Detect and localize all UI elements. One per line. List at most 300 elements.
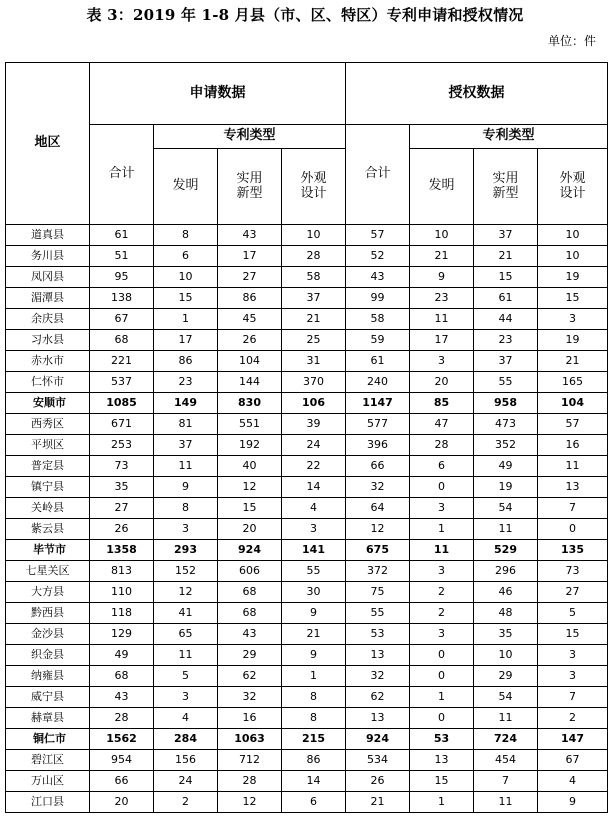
grant-invention-cell: 28: [410, 435, 474, 456]
grant-total-header: 合计: [346, 125, 410, 225]
grant-design-cell: 15: [538, 624, 608, 645]
region-cell: 纳雍县: [6, 666, 90, 687]
application-invention-cell: 12: [154, 582, 218, 603]
design-line1: 外观: [300, 170, 327, 186]
grant-design-cell: 3: [538, 309, 608, 330]
grant-utility-cell: 958: [474, 393, 538, 414]
utility-line2: 新型: [236, 185, 263, 201]
grant-design-header: [538, 149, 608, 225]
grant-utility-cell: 61: [474, 288, 538, 309]
region-cell: 黔西县: [6, 603, 90, 624]
application-total-cell: 537: [90, 372, 154, 393]
application-invention-cell: 41: [154, 603, 218, 624]
application-total-cell: 67: [90, 309, 154, 330]
table-row: [6, 771, 608, 792]
region-cell: 普定县: [6, 456, 90, 477]
application-design-cell: 9: [282, 603, 346, 624]
grant-utility-cell: 11: [474, 708, 538, 729]
application-invention-cell: 37: [154, 435, 218, 456]
application-utility-cell: 830: [218, 393, 282, 414]
application-design-cell: 106: [282, 393, 346, 414]
table-row: [6, 645, 608, 666]
application-design-cell: 31: [282, 351, 346, 372]
table-row: [6, 792, 608, 813]
grant-total-cell: 52: [346, 246, 410, 267]
grant-utility-cell: 35: [474, 624, 538, 645]
grant-invention-cell: 6: [410, 456, 474, 477]
region-cell: 紫云县: [6, 519, 90, 540]
grant-total-cell: 21: [346, 792, 410, 813]
grant-invention-cell: 1: [410, 687, 474, 708]
table-row: [6, 687, 608, 708]
application-total-cell: 49: [90, 645, 154, 666]
region-cell: 仁怀市: [6, 372, 90, 393]
grant-total-cell: 53: [346, 624, 410, 645]
application-utility-cell: 104: [218, 351, 282, 372]
table-row: [6, 414, 608, 435]
grant-invention-cell: 3: [410, 351, 474, 372]
table-row: [6, 666, 608, 687]
application-invention-cell: 1: [154, 309, 218, 330]
grant-invention-cell: 9: [410, 267, 474, 288]
table-row: [6, 225, 608, 246]
grant-total-cell: 534: [346, 750, 410, 771]
grant-invention-cell: 3: [410, 561, 474, 582]
application-design-cell: 24: [282, 435, 346, 456]
grant-design-cell: 3: [538, 666, 608, 687]
grant-invention-cell: 1: [410, 792, 474, 813]
application-design-cell: 37: [282, 288, 346, 309]
application-total-cell: 221: [90, 351, 154, 372]
application-design-cell: 21: [282, 309, 346, 330]
grant-total-cell: 13: [346, 645, 410, 666]
application-utility-cell: 43: [218, 624, 282, 645]
grant-utility-cell: 473: [474, 414, 538, 435]
application-design-cell: 4: [282, 498, 346, 519]
table-title: 表 3：2019 年 1-8 月县（市、区、特区）专利申请和授权情况: [86, 6, 524, 24]
grant-invention-cell: 2: [410, 582, 474, 603]
design-line2: 设计: [559, 185, 586, 201]
grant-total-cell: 62: [346, 687, 410, 708]
grant-total-cell: 13: [346, 708, 410, 729]
grant-utility-cell: 55: [474, 372, 538, 393]
grant-patent-type-header: 专利类型: [410, 125, 608, 149]
application-invention-cell: 8: [154, 498, 218, 519]
grant-total-cell: 75: [346, 582, 410, 603]
region-cell: 镇宁县: [6, 477, 90, 498]
application-utility-cell: 12: [218, 792, 282, 813]
grant-utility-cell: 7: [474, 771, 538, 792]
application-utility-cell: 68: [218, 603, 282, 624]
application-design-cell: 58: [282, 267, 346, 288]
application-total-cell: 43: [90, 687, 154, 708]
grant-total-cell: 396: [346, 435, 410, 456]
table-header: [6, 63, 608, 225]
application-total-cell: 66: [90, 771, 154, 792]
grant-utility-cell: 37: [474, 225, 538, 246]
grant-total-cell: 240: [346, 372, 410, 393]
grant-utility-header: [474, 149, 538, 225]
grant-utility-cell: 37: [474, 351, 538, 372]
application-invention-cell: 81: [154, 414, 218, 435]
table-row: [6, 435, 608, 456]
application-total-cell: 51: [90, 246, 154, 267]
grant-invention-cell: 21: [410, 246, 474, 267]
grant-utility-cell: 11: [474, 792, 538, 813]
application-design-cell: 8: [282, 708, 346, 729]
application-invention-cell: 15: [154, 288, 218, 309]
grant-invention-cell: 11: [410, 540, 474, 561]
application-total-cell: 68: [90, 666, 154, 687]
grant-total-cell: 372: [346, 561, 410, 582]
table-row: [6, 603, 608, 624]
application-invention-cell: 149: [154, 393, 218, 414]
grant-invention-cell: 0: [410, 477, 474, 498]
application-invention-cell: 24: [154, 771, 218, 792]
table-row: [6, 561, 608, 582]
application-total-cell: 118: [90, 603, 154, 624]
table-row: [6, 582, 608, 603]
design-line1: 外观: [559, 170, 586, 186]
application-invention-cell: 293: [154, 540, 218, 561]
application-utility-cell: 712: [218, 750, 282, 771]
grant-utility-cell: 54: [474, 687, 538, 708]
grant-design-cell: 19: [538, 330, 608, 351]
grant-design-cell: 2: [538, 708, 608, 729]
grant-design-cell: 15: [538, 288, 608, 309]
grant-total-cell: 57: [346, 225, 410, 246]
application-utility-cell: 1063: [218, 729, 282, 750]
region-cell: 大方县: [6, 582, 90, 603]
patent-table: [5, 62, 608, 813]
application-design-cell: 14: [282, 771, 346, 792]
utility-line1: 实用: [492, 170, 519, 186]
application-total-cell: 1358: [90, 540, 154, 561]
application-total-cell: 35: [90, 477, 154, 498]
application-total-cell: 1562: [90, 729, 154, 750]
application-invention-header: 发明: [154, 149, 218, 225]
application-design-cell: 10: [282, 225, 346, 246]
region-cell: 赤水市: [6, 351, 90, 372]
region-cell: 赫章县: [6, 708, 90, 729]
grant-total-cell: 99: [346, 288, 410, 309]
application-invention-cell: 65: [154, 624, 218, 645]
application-design-cell: 141: [282, 540, 346, 561]
grant-design-cell: 9: [538, 792, 608, 813]
grant-group-header: 授权数据: [346, 63, 608, 125]
table-row: [6, 246, 608, 267]
region-cell: 凤冈县: [6, 267, 90, 288]
grant-design-cell: 11: [538, 456, 608, 477]
application-utility-cell: 551: [218, 414, 282, 435]
grant-utility-cell: 724: [474, 729, 538, 750]
region-cell: 务川县: [6, 246, 90, 267]
grant-invention-cell: 17: [410, 330, 474, 351]
region-header: 地区: [6, 63, 90, 225]
grant-total-cell: 64: [346, 498, 410, 519]
region-cell: 道真县: [6, 225, 90, 246]
grant-design-cell: 135: [538, 540, 608, 561]
application-total-cell: 95: [90, 267, 154, 288]
region-cell: 习水县: [6, 330, 90, 351]
application-total-cell: 110: [90, 582, 154, 603]
grant-utility-cell: 11: [474, 519, 538, 540]
grant-design-cell: 165: [538, 372, 608, 393]
grant-total-cell: 577: [346, 414, 410, 435]
application-design-cell: 3: [282, 519, 346, 540]
application-total-cell: 20: [90, 792, 154, 813]
grant-invention-cell: 0: [410, 645, 474, 666]
application-total-header: 合计: [90, 125, 154, 225]
grant-invention-cell: 0: [410, 666, 474, 687]
table-row: [6, 267, 608, 288]
application-utility-cell: 15: [218, 498, 282, 519]
application-invention-cell: 2: [154, 792, 218, 813]
application-utility-cell: 86: [218, 288, 282, 309]
grant-utility-cell: 454: [474, 750, 538, 771]
application-utility-cell: 45: [218, 309, 282, 330]
region-cell: 江口县: [6, 792, 90, 813]
region-cell: 安顺市: [6, 393, 90, 414]
grant-design-cell: 16: [538, 435, 608, 456]
grant-invention-cell: 20: [410, 372, 474, 393]
application-invention-cell: 6: [154, 246, 218, 267]
application-invention-cell: 23: [154, 372, 218, 393]
table-row: [6, 750, 608, 771]
application-total-cell: 68: [90, 330, 154, 351]
table-row: [6, 309, 608, 330]
application-design-cell: 8: [282, 687, 346, 708]
application-invention-cell: 284: [154, 729, 218, 750]
application-total-cell: 26: [90, 519, 154, 540]
grant-invention-cell: 47: [410, 414, 474, 435]
application-design-header: [282, 149, 346, 225]
application-invention-cell: 3: [154, 687, 218, 708]
application-design-cell: 1: [282, 666, 346, 687]
application-patent-type-header: 专利类型: [154, 125, 346, 149]
application-total-cell: 253: [90, 435, 154, 456]
table-row: [6, 498, 608, 519]
application-utility-cell: 32: [218, 687, 282, 708]
grant-invention-cell: 15: [410, 771, 474, 792]
grant-utility-cell: 10: [474, 645, 538, 666]
grant-design-cell: 4: [538, 771, 608, 792]
grant-utility-cell: 54: [474, 498, 538, 519]
city-row: [6, 393, 608, 414]
grant-design-cell: 57: [538, 414, 608, 435]
application-design-cell: 370: [282, 372, 346, 393]
application-design-cell: 14: [282, 477, 346, 498]
application-invention-cell: 3: [154, 519, 218, 540]
application-invention-cell: 17: [154, 330, 218, 351]
region-cell: 西秀区: [6, 414, 90, 435]
application-invention-cell: 152: [154, 561, 218, 582]
table-row: [6, 456, 608, 477]
application-utility-cell: 28: [218, 771, 282, 792]
region-cell: 织金县: [6, 645, 90, 666]
application-utility-cell: 43: [218, 225, 282, 246]
application-design-cell: 21: [282, 624, 346, 645]
application-invention-cell: 10: [154, 267, 218, 288]
application-utility-cell: 606: [218, 561, 282, 582]
grant-design-cell: 5: [538, 603, 608, 624]
grant-invention-cell: 1: [410, 519, 474, 540]
grant-design-cell: 27: [538, 582, 608, 603]
application-total-cell: 61: [90, 225, 154, 246]
application-total-cell: 1085: [90, 393, 154, 414]
application-utility-cell: 27: [218, 267, 282, 288]
application-total-cell: 671: [90, 414, 154, 435]
grant-invention-cell: 10: [410, 225, 474, 246]
application-utility-cell: 924: [218, 540, 282, 561]
application-total-cell: 129: [90, 624, 154, 645]
grant-invention-cell: 53: [410, 729, 474, 750]
grant-utility-cell: 23: [474, 330, 538, 351]
table-row: [6, 351, 608, 372]
grant-utility-cell: 46: [474, 582, 538, 603]
region-cell: 毕节市: [6, 540, 90, 561]
table-body: [6, 225, 608, 813]
grant-invention-cell: 3: [410, 624, 474, 645]
application-invention-cell: 9: [154, 477, 218, 498]
grant-design-cell: 13: [538, 477, 608, 498]
unit-label: 单位：件: [547, 34, 596, 48]
table-row: [6, 330, 608, 351]
application-design-cell: 28: [282, 246, 346, 267]
grant-design-cell: 10: [538, 246, 608, 267]
application-utility-cell: 20: [218, 519, 282, 540]
grant-design-cell: 7: [538, 687, 608, 708]
application-design-cell: 22: [282, 456, 346, 477]
grant-invention-cell: 85: [410, 393, 474, 414]
application-total-cell: 138: [90, 288, 154, 309]
grant-utility-cell: 21: [474, 246, 538, 267]
grant-invention-cell: 11: [410, 309, 474, 330]
region-cell: 湄潭县: [6, 288, 90, 309]
grant-total-cell: 59: [346, 330, 410, 351]
application-invention-cell: 86: [154, 351, 218, 372]
table-row: [6, 288, 608, 309]
application-utility-header: [218, 149, 282, 225]
application-design-cell: 55: [282, 561, 346, 582]
grant-utility-cell: 29: [474, 666, 538, 687]
grant-utility-cell: 19: [474, 477, 538, 498]
application-utility-cell: 17: [218, 246, 282, 267]
application-utility-cell: 40: [218, 456, 282, 477]
region-cell: 平坝区: [6, 435, 90, 456]
region-cell: 金沙县: [6, 624, 90, 645]
grant-utility-cell: 15: [474, 267, 538, 288]
region-cell: 铜仁市: [6, 729, 90, 750]
grant-design-cell: 19: [538, 267, 608, 288]
grant-utility-cell: 352: [474, 435, 538, 456]
region-cell: 余庆县: [6, 309, 90, 330]
application-utility-cell: 62: [218, 666, 282, 687]
application-utility-cell: 29: [218, 645, 282, 666]
grant-total-cell: 12: [346, 519, 410, 540]
application-utility-cell: 16: [218, 708, 282, 729]
grant-utility-cell: 44: [474, 309, 538, 330]
table-row: [6, 519, 608, 540]
application-design-cell: 30: [282, 582, 346, 603]
grant-total-cell: 1147: [346, 393, 410, 414]
grant-invention-cell: 23: [410, 288, 474, 309]
region-cell: 关岭县: [6, 498, 90, 519]
application-total-cell: 813: [90, 561, 154, 582]
grant-total-cell: 675: [346, 540, 410, 561]
grant-design-cell: 10: [538, 225, 608, 246]
table-row: [6, 624, 608, 645]
grant-total-cell: 66: [346, 456, 410, 477]
grant-total-cell: 58: [346, 309, 410, 330]
grant-total-cell: 26: [346, 771, 410, 792]
grant-utility-cell: 49: [474, 456, 538, 477]
grant-utility-cell: 296: [474, 561, 538, 582]
utility-line1: 实用: [236, 170, 263, 186]
city-row: [6, 540, 608, 561]
application-utility-cell: 144: [218, 372, 282, 393]
application-total-cell: 27: [90, 498, 154, 519]
application-design-cell: 6: [282, 792, 346, 813]
grant-total-cell: 61: [346, 351, 410, 372]
application-utility-cell: 192: [218, 435, 282, 456]
region-cell: 碧江区: [6, 750, 90, 771]
grant-total-cell: 55: [346, 603, 410, 624]
grant-invention-header: 发明: [410, 149, 474, 225]
application-group-header: 申请数据: [90, 63, 346, 125]
design-line2: 设计: [300, 185, 327, 201]
grant-invention-cell: 3: [410, 498, 474, 519]
grant-design-cell: 104: [538, 393, 608, 414]
grant-total-cell: 32: [346, 477, 410, 498]
application-invention-cell: 8: [154, 225, 218, 246]
application-invention-cell: 4: [154, 708, 218, 729]
grant-invention-cell: 0: [410, 708, 474, 729]
grant-total-cell: 32: [346, 666, 410, 687]
application-design-cell: 215: [282, 729, 346, 750]
grant-design-cell: 67: [538, 750, 608, 771]
grant-utility-cell: 529: [474, 540, 538, 561]
grant-invention-cell: 2: [410, 603, 474, 624]
grant-total-cell: 43: [346, 267, 410, 288]
grant-design-cell: 7: [538, 498, 608, 519]
grant-invention-cell: 13: [410, 750, 474, 771]
grant-total-cell: 924: [346, 729, 410, 750]
city-row: [6, 729, 608, 750]
application-design-cell: 86: [282, 750, 346, 771]
application-utility-cell: 26: [218, 330, 282, 351]
application-total-cell: 954: [90, 750, 154, 771]
table-row: [6, 708, 608, 729]
grant-utility-cell: 48: [474, 603, 538, 624]
region-cell: 七星关区: [6, 561, 90, 582]
grant-design-cell: 3: [538, 645, 608, 666]
table-row: [6, 477, 608, 498]
utility-line2: 新型: [492, 185, 519, 201]
application-total-cell: 28: [90, 708, 154, 729]
grant-design-cell: 21: [538, 351, 608, 372]
application-design-cell: 39: [282, 414, 346, 435]
region-cell: 威宁县: [6, 687, 90, 708]
application-total-cell: 73: [90, 456, 154, 477]
application-design-cell: 25: [282, 330, 346, 351]
grant-design-cell: 147: [538, 729, 608, 750]
application-invention-cell: 11: [154, 645, 218, 666]
table-row: [6, 372, 608, 393]
region-cell: 万山区: [6, 771, 90, 792]
application-invention-cell: 5: [154, 666, 218, 687]
application-utility-cell: 12: [218, 477, 282, 498]
